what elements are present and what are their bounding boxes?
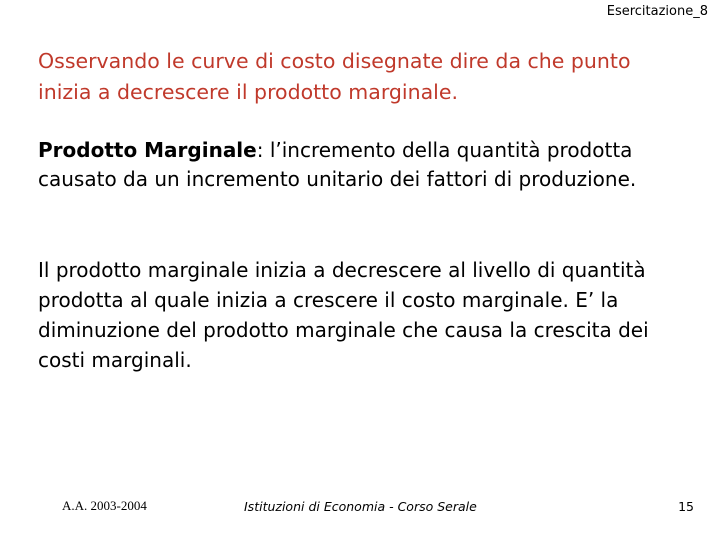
footer-year: A.A. 2003-2004	[62, 498, 147, 513]
question-text: Osservando le curve di costo disegnate dire da che punto inizia a decrescere il prodotto marginale.	[38, 49, 631, 104]
page-number: 15	[678, 499, 694, 514]
slide-header-label: Esercitazione_8	[606, 4, 708, 19]
definition-paragraph	[38, 136, 678, 194]
definition-term: Prodotto Marginale	[38, 138, 257, 162]
answer-text: Il prodotto marginale inizia a decrescere al livello di quantità prodotta al quale inizia a crescere il costo marginale. E’ la diminuzione del prodotto marginale che causa la crescita dei costi marginali.	[38, 258, 649, 372]
footer-course: Istituzioni di Economia - Corso Serale	[244, 499, 477, 514]
definition-text: : l’incremento della quantità prodotta causato da un incremento unitario dei fattori di produzione.	[38, 138, 637, 191]
